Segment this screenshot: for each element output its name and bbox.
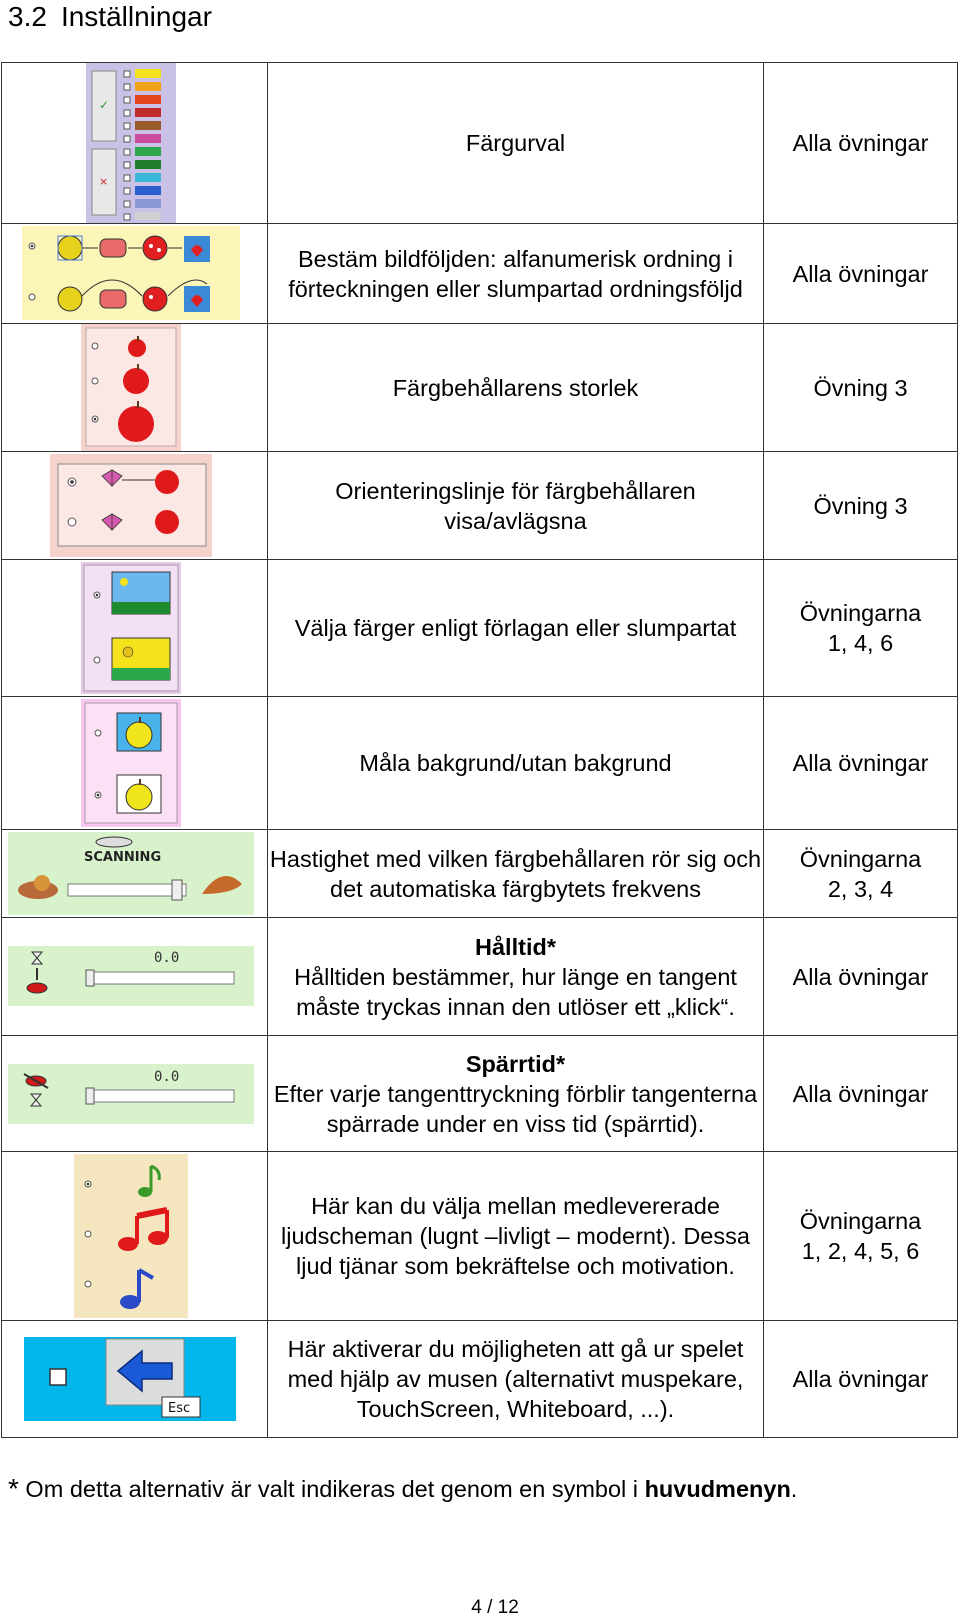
svg-text:✓: ✓ [99,98,110,112]
row-description: Färgurval [268,63,764,224]
table-row [2,830,958,918]
hold-time-icon [2,918,268,1036]
hold-time-title: Hålltid* [475,933,556,960]
row-scope [764,830,958,918]
scope-line-1: Övningarna [799,600,922,626]
table-row [2,63,958,224]
section-number: 3.2 [8,1,47,32]
settings-table [1,62,958,1438]
orientation-line-icon [2,452,268,560]
row-scope [764,560,958,697]
mouse-exit-icon [2,1321,268,1438]
scope-line-2: 2, 3, 4 [827,875,894,902]
row-scope: Övning 3 [764,452,958,560]
table-row [2,560,958,697]
scope-line-1: Övningarna [799,845,922,872]
section-title: Inställningar [60,1,212,32]
section-heading [8,0,212,34]
row-description [268,918,764,1036]
row-description: Här kan du välja mellan medlevererade ljudscheman (lugnt –livligt – modernt). Dessa ljud tjänar som bekräftelse och motivation. [268,1152,764,1321]
table-row [2,697,958,830]
row-scope: Alla övningar [764,918,958,1036]
row-description: Här aktiverar du möjligheten att gå ur spelet med hjälp av musen (alternativt muspekare, TouchScreen, Whiteboard, ...). [268,1321,764,1438]
container-size-icon [2,324,268,452]
row-scope: Alla övningar [764,1036,958,1152]
table-row [2,224,958,324]
hold-time-text: Hålltiden bestämmer, hur länge en tangent måste tryckas innan den utlöser ett „klick“. [294,963,737,1020]
table-row [2,1152,958,1321]
lock-time-value: 0.0 [154,1069,180,1085]
page-number: 4 / 12 [471,1597,519,1618]
table-row [2,452,958,560]
row-description: Måla bakgrund/utan bakgrund [268,697,764,830]
image-order-icon [2,224,268,324]
row-description: Orienteringslinje för färgbehållaren visa/avlägsna [268,452,764,560]
scope-line-1: Övningarna [799,1208,922,1234]
lock-time-title: Spärrtid* [465,1050,566,1077]
lock-time-text: Efter varje tangenttryckning förblir tangenterna spärrade under en viss tid (spärrtid). [273,1080,758,1137]
row-scope: Alla övningar [764,1321,958,1438]
row-scope [764,1152,958,1321]
row-description: Välja färger enligt förlagan eller slumpartat [268,560,764,697]
template-colors-icon [2,560,268,697]
color-palette-icon [2,63,268,224]
scope-line-2: 1, 4, 6 [827,630,894,656]
sound-scheme-icon [2,1152,268,1321]
hold-time-value: 0.0 [154,950,180,966]
row-description: Färgbehållarens storlek [268,324,764,452]
footnote [8,1474,797,1504]
scanning-label: SCANNING [84,850,162,865]
table-row [2,918,958,1036]
footnote-text: Om detta alternativ är valt indikeras det genom en symbol i [18,1476,645,1502]
row-scope: Övning 3 [764,324,958,452]
table-row [2,324,958,452]
row-description: Hastighet med vilken färgbehållaren rör sig och det automatiska färgbytets frekvens [268,830,764,918]
svg-text:×: × [99,175,109,188]
table-row [2,1321,958,1438]
footnote-end: . [790,1476,798,1502]
row-scope: Alla övningar [764,697,958,830]
table-row [2,1036,958,1152]
footnote-star: * [8,1473,19,1504]
footnote-bold: huvudmenyn [644,1476,791,1502]
row-scope: Alla övningar [764,63,958,224]
row-scope: Alla övningar [764,224,958,324]
esc-key-label: Esc [168,1401,191,1416]
row-description [268,1036,764,1152]
row-description: Bestäm bildföljden: alfanumerisk ordning i förteckningen eller slumpartad ordningsföljd [268,224,764,324]
scanning-speed-icon [2,830,268,918]
lock-time-icon [2,1036,268,1152]
background-icon [2,697,268,830]
scope-line-2: 1, 2, 4, 5, 6 [801,1238,920,1264]
